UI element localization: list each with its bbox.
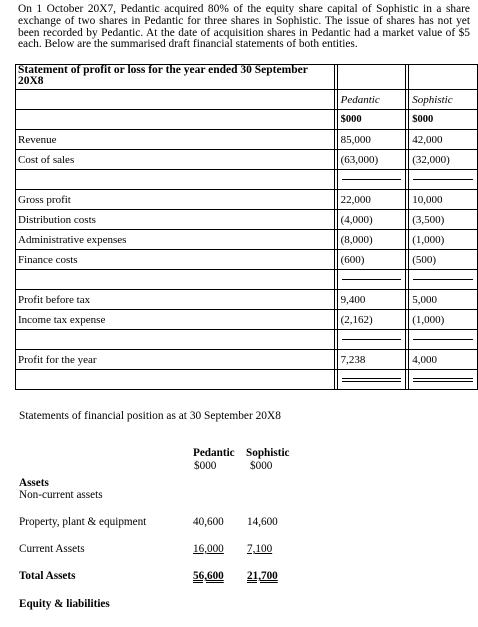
pl-value: 10,000 xyxy=(409,190,478,210)
pl-value: (1,000) xyxy=(409,310,478,330)
double-rule xyxy=(342,378,402,382)
sfp-unit-sophistic: $000 xyxy=(250,460,273,472)
pl-value: (2,162) xyxy=(337,310,406,330)
sfp-row-label: Total Assets xyxy=(19,570,76,582)
pl-value: 5,000 xyxy=(409,290,478,310)
pl-unit-sophistic: $000 xyxy=(409,110,478,130)
pl-value: (3,500) xyxy=(409,210,478,230)
pl-row-label: Profit for the year xyxy=(16,350,335,370)
pl-row-label: Administrative expenses xyxy=(16,230,335,250)
pl-row-label: Finance costs xyxy=(16,250,335,270)
pl-title: Statement of profit or loss for the year ended 30 September 20X8 xyxy=(16,65,335,90)
sfp-col-pedantic: Pedantic xyxy=(193,447,235,459)
sfp-assets-heading: Assets xyxy=(19,477,49,489)
sfp-value: 16,000 xyxy=(193,543,224,555)
sfp-equity-heading: Equity & liabilities xyxy=(19,598,110,610)
sfp-row-label: Current Assets xyxy=(19,543,85,555)
sfp-value: 21,700 xyxy=(247,570,278,582)
intro-paragraph: On 1 October 20X7, Pedantic acquired 80% of the equity share capital of Sophistic in a share exchange of two shares in Pedantic for three shares in Sophistic. The issue of shares has not yet been recorded by Pedantic. At the date of acquisition shares in Pedantic had a market value of $5 each. Below are the summarised draft financial statements of both entities. xyxy=(18,3,470,51)
pl-value: 4,000 xyxy=(409,350,478,370)
double-rule xyxy=(413,378,473,382)
pl-col-sophistic: Sophistic xyxy=(409,90,478,110)
profit-or-loss-table xyxy=(15,64,478,390)
pl-row-label: Cost of sales xyxy=(16,150,335,170)
pl-value: (500) xyxy=(409,250,478,270)
pl-value: 22,000 xyxy=(337,190,406,210)
total-rule xyxy=(342,279,402,280)
pl-col-pedantic: Pedantic xyxy=(337,90,406,110)
sfp-value: 40,600 xyxy=(193,516,224,528)
pl-row-label: Distribution costs xyxy=(16,210,335,230)
sfp-col-sophistic: Sophistic xyxy=(246,447,290,459)
pl-value: 85,000 xyxy=(337,130,406,150)
pl-row-label: Profit before tax xyxy=(16,290,335,310)
pl-unit-pedantic: $000 xyxy=(337,110,406,130)
total-rule xyxy=(413,339,473,340)
pl-value: (32,000) xyxy=(409,150,478,170)
total-rule xyxy=(413,179,473,180)
sfp-row-label: Property, plant & equipment xyxy=(19,516,147,528)
pl-value: 7,238 xyxy=(337,350,406,370)
pl-value: (8,000) xyxy=(337,230,406,250)
sfp-value: 14,600 xyxy=(247,516,278,528)
pl-value: 9,400 xyxy=(337,290,406,310)
pl-value: (4,000) xyxy=(337,210,406,230)
sfp-unit-pedantic: $000 xyxy=(194,460,217,472)
sfp-value: 7,100 xyxy=(247,543,273,555)
total-rule xyxy=(342,339,402,340)
pl-row-label: Gross profit xyxy=(16,190,335,210)
sfp-nca-heading: Non-current assets xyxy=(19,489,103,501)
total-rule xyxy=(413,279,473,280)
sfp-value: 56,600 xyxy=(193,570,224,582)
total-rule xyxy=(342,179,402,180)
pl-value: (600) xyxy=(337,250,406,270)
pl-row-label: Income tax expense xyxy=(16,310,335,330)
pl-value: 42,000 xyxy=(409,130,478,150)
pl-value: (1,000) xyxy=(409,230,478,250)
pl-row-label: Revenue xyxy=(16,130,335,150)
sfp-title: Statements of financial position as at 30 September 20X8 xyxy=(19,410,281,422)
pl-value: (63,000) xyxy=(337,150,406,170)
